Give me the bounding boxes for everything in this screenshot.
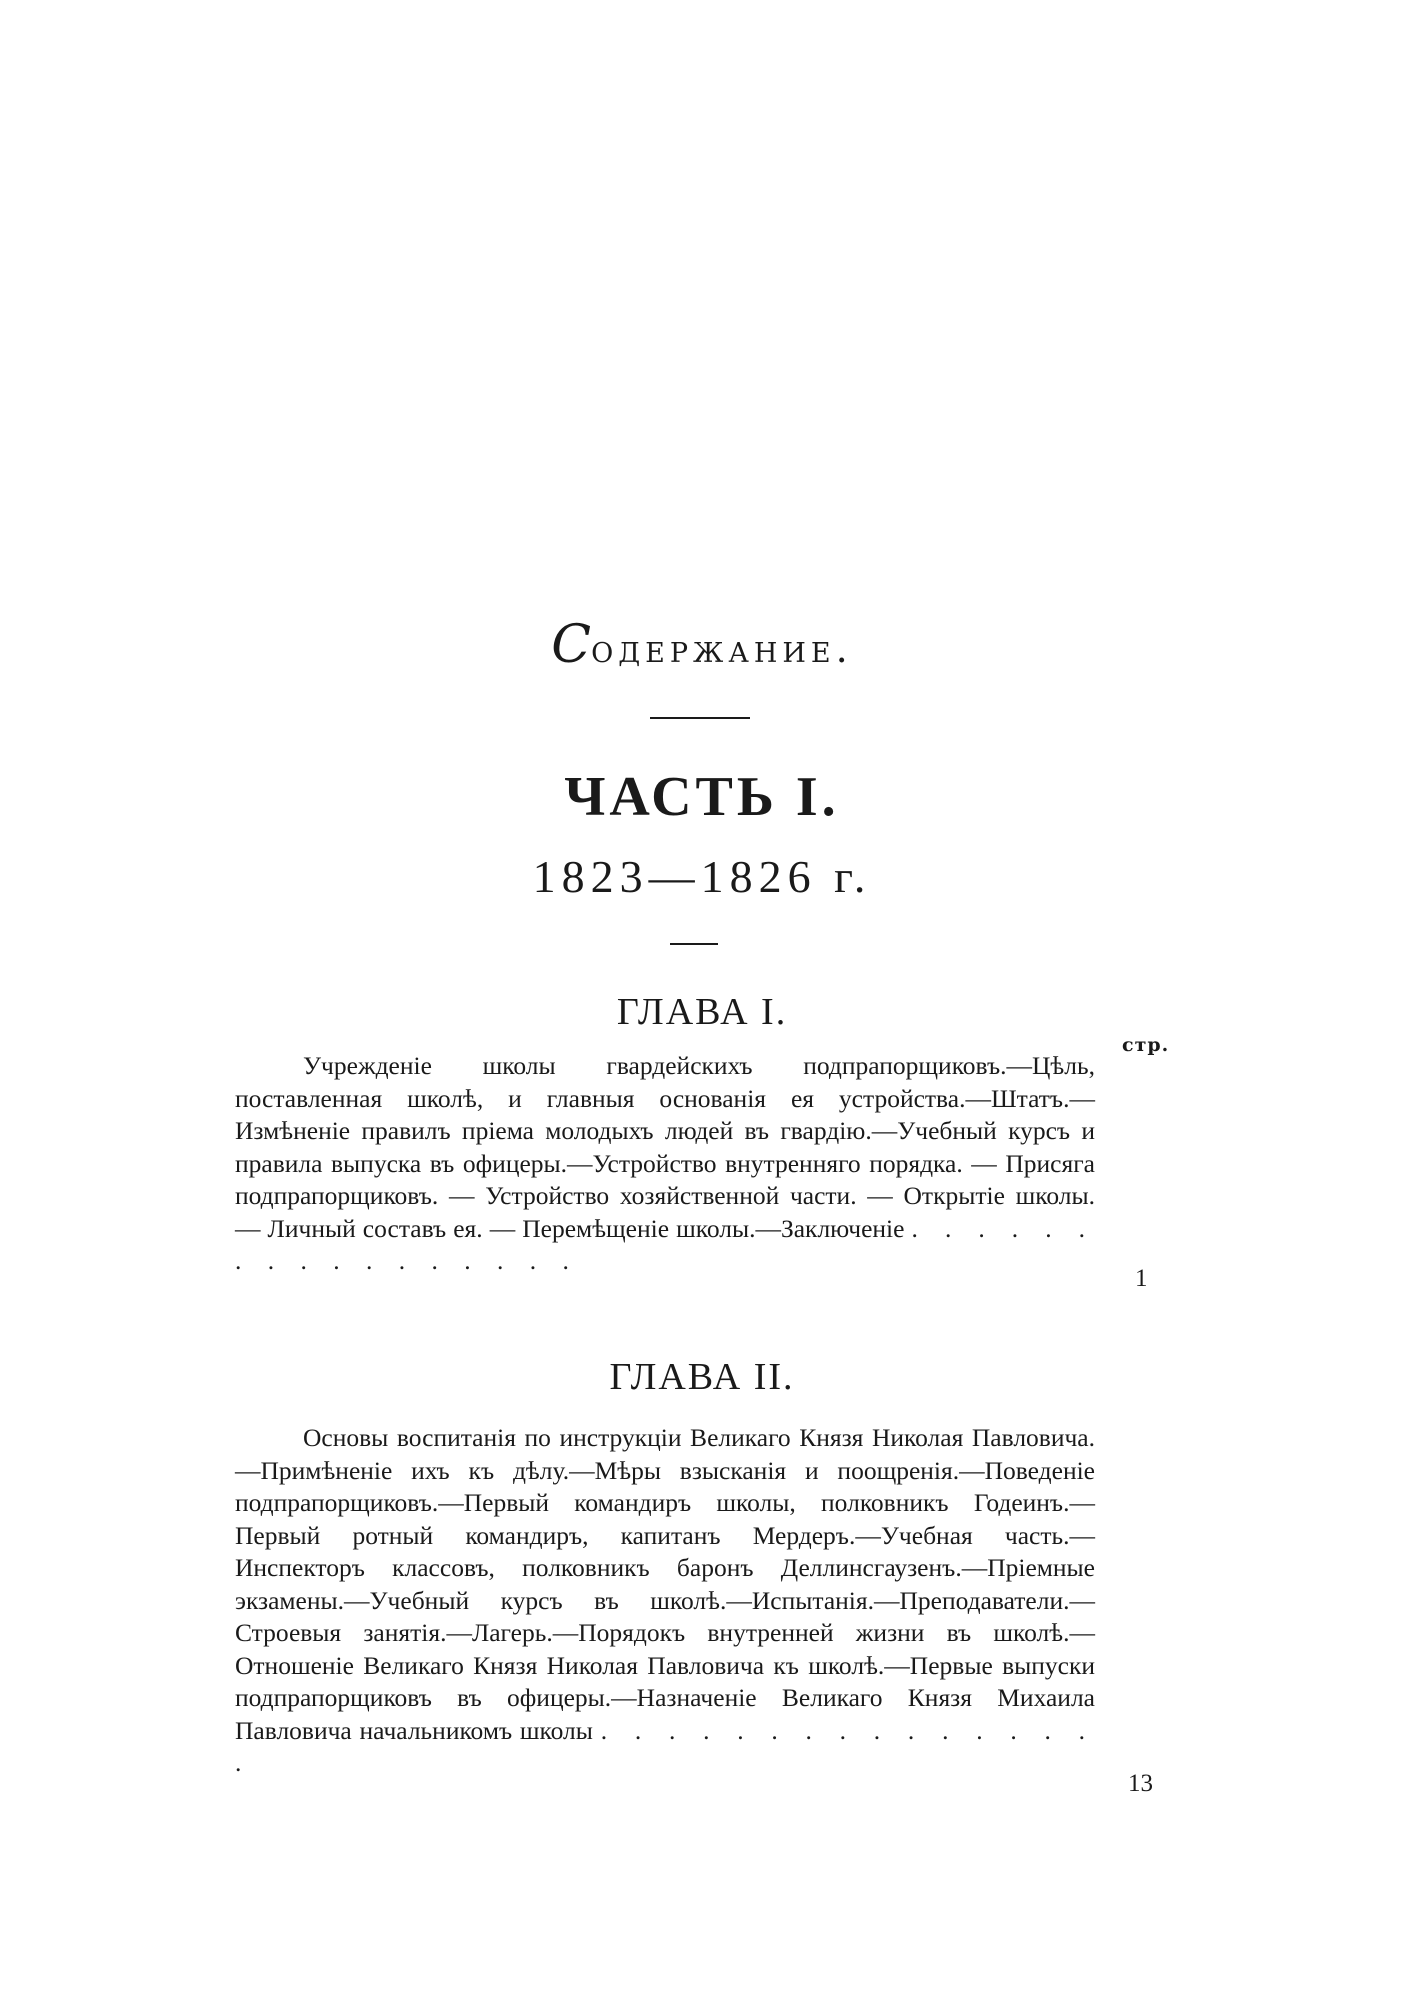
dot-leader: . . . . . . . . . . . . . . . . [235,1715,1096,1777]
chapter-title: ГЛАВА I. [616,991,788,1033]
chapter-summary [235,1422,1095,1780]
summary-text: Основы воспитанія по инструкціи Великаго Князя Николая Павловича.—Примѣненіе ихъ къ дѣлу.—Мѣры взысканія и поощренія.—Поведеніе подпрапорщиковъ.—Первый командиръ школы, полковникъ Годеинъ.—Первый ротный командиръ, капитанъ Мердеръ.—Учебная часть.—Инспекторъ классовъ, полковникъ баронъ Деллинсгаузенъ.—Пріемные экзамены.—Учебный курсъ въ школѣ.—Испытанія.—Преподаватели.—Строевыя занятія.—Лагерь.—Порядокъ внутренней жизни въ школѣ.—Отношеніе Великаго Князя Николая Павловича къ школѣ.—Первые выпуски подпрапорщиковъ въ офицеры.—Назначеніе Великаго Князя Михаила Павловича начальникомъ школы [235,1423,1095,1745]
contents-heading [0,615,1404,675]
page-number: 1 [1135,1265,1148,1292]
chapter-summary [235,1050,1095,1278]
part-title: ЧАСТЬ I. [564,766,840,828]
summary-text: Учрежденіе школы гвардейскихъ подпрапорщиковъ.—Цѣль, поставленная школѣ, и главныя основанія ея устройства.—Штатъ.—Измѣненіе правилъ пріема молодыхъ людей въ гвардію.—Учебный курсъ и правила выпуска въ офицеры.—Устройство внутренняго порядка. — Присяга подпрапорщиковъ. — Устройство хозяйственной части. — Открытіе школы. — Личный составъ ея. — Перемѣщеніе школы.—Заключеніе [235,1051,1095,1243]
divider-rule [650,717,750,719]
page-number: 13 [1128,1770,1153,1797]
page-column-label: стр. [1122,1034,1170,1056]
heading-rest: одержание. [591,627,853,671]
part-years: 1823—1826 г. [532,851,872,902]
divider-rule [670,943,718,945]
heading-initial: С [551,615,592,675]
dot-leader: . . . . . . . . . . . . . . . . . [235,1213,1096,1275]
chapter-title: ГЛАВА II. [609,1356,795,1398]
